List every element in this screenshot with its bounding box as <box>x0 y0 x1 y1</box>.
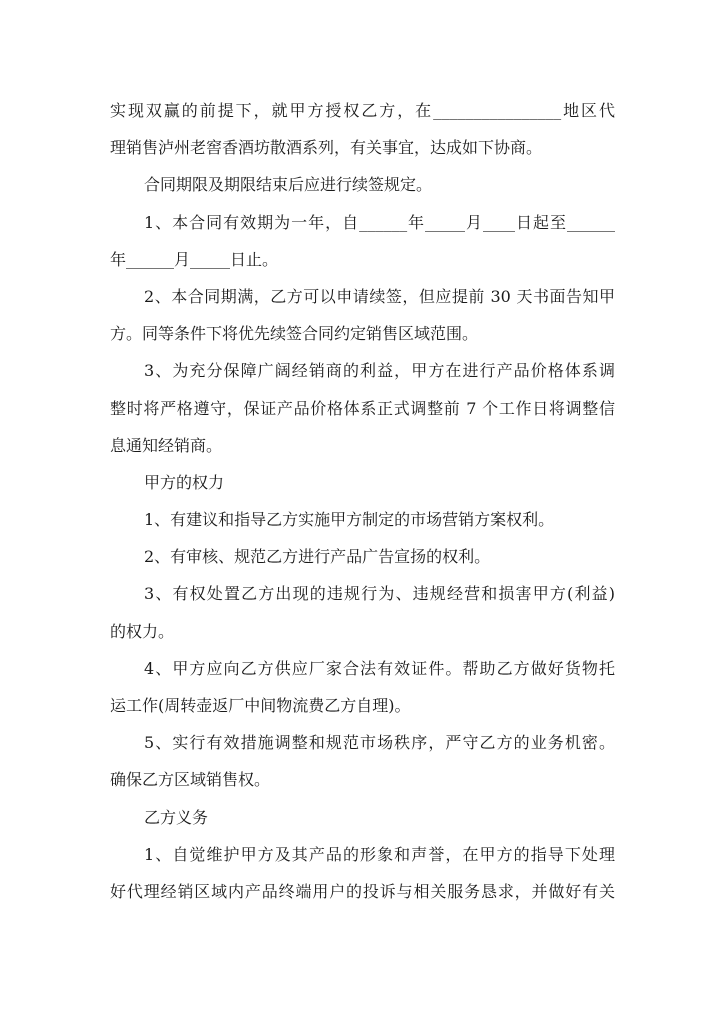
text-line: 息通知经销商。 <box>110 435 223 455</box>
text-line: 2、有审核、规范乙方进行产品广告宣扬的权利。 <box>144 547 491 567</box>
text-line: 好代理经销区域内产品终端用户的投诉与相关服务恳求，并做好有关 <box>110 881 615 901</box>
text-line: 合同期限及期限结束后应进行续签规定。 <box>144 175 433 195</box>
text-line: 1、自觉维护甲方及其产品的形象和声誉，在甲方的指导下处理 <box>144 844 615 864</box>
text-line: 4、甲方应向乙方供应厂家合法有效证件。帮助乙方做好货物托 <box>144 658 615 678</box>
text-line: 3、为充分保障广阔经销商的利益，甲方在进行产品价格体系调 <box>144 361 615 381</box>
text-line: 理销售泸州老窖香酒坊散酒系列，有关事宜，达成如下协商。 <box>110 138 543 158</box>
text-line: 方。同等条件下将优先续签合同约定销售区域范围。 <box>110 324 479 344</box>
text-line: 年______月_____日止。 <box>110 249 279 269</box>
text-line: 1、本合同有效期为一年，自______年_____月____日起至______ <box>144 212 615 232</box>
document-body <box>110 92 615 910</box>
text-line: 乙方义务 <box>144 807 209 827</box>
text-line: 3、有权处置乙方出现的违规行为、违规经营和损害甲方(利益) <box>144 584 615 604</box>
text-line: 整时将严格遵守，保证产品价格体系正式调整前 7 个工作日将调整信 <box>110 398 615 418</box>
text-line: 的权力。 <box>110 621 175 641</box>
text-line: 5、实行有效措施调整和规范市场秩序，严守乙方的业务机密。 <box>144 733 615 753</box>
text-line: 确保乙方区域销售权。 <box>110 770 271 790</box>
text-line: 甲方的权力 <box>144 472 225 492</box>
text-line: 实现双赢的前提下，就甲方授权乙方，在________________地区代 <box>110 101 615 120</box>
text-line: 2、本合同期满，乙方可以申请续签，但应提前 30 天书面告知甲 <box>144 286 615 306</box>
text-line: 1、有建议和指导乙方实施甲方制定的市场营销方案权利。 <box>144 510 555 530</box>
text-line: 运工作(周转壶返厂中间物流费乙方自理)。 <box>110 696 411 715</box>
